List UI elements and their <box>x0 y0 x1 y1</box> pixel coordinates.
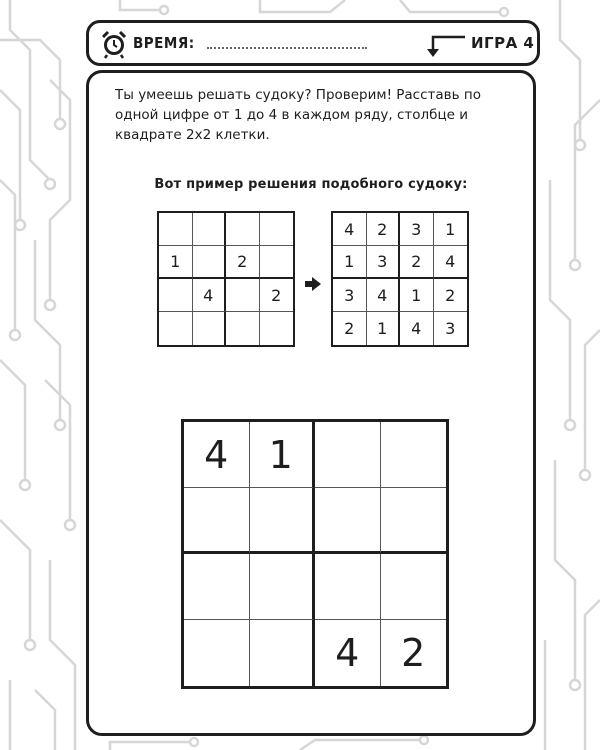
sudoku-cell: 1 <box>250 422 316 488</box>
sudoku-cell: 2 <box>367 213 401 246</box>
example-puzzle-grid <box>157 211 295 347</box>
sudoku-cell: 4 <box>184 422 250 488</box>
sudoku-cell[interactable] <box>381 488 447 554</box>
sudoku-cell: 2 <box>333 312 367 345</box>
sudoku-cell[interactable] <box>381 554 447 620</box>
sudoku-cell[interactable] <box>184 488 250 554</box>
sudoku-cell <box>193 312 227 345</box>
right-arrow-icon <box>305 277 321 291</box>
sudoku-cell <box>159 213 193 246</box>
sudoku-cell: 2 <box>434 279 468 312</box>
sudoku-puzzle-grid <box>181 419 449 689</box>
sudoku-cell: 2 <box>400 246 434 279</box>
sudoku-cell: 2 <box>401 631 426 675</box>
sudoku-cell <box>159 279 193 312</box>
sudoku-cell <box>226 213 260 246</box>
game-number: ИГРА 4 <box>471 34 535 52</box>
header-bar <box>86 20 540 66</box>
sudoku-cell: 2 <box>226 246 260 279</box>
sudoku-cell[interactable] <box>184 554 250 620</box>
sudoku-cell[interactable] <box>250 554 316 620</box>
sudoku-cell: 1 <box>434 213 468 246</box>
sudoku-cell <box>226 312 260 345</box>
sudoku-cell[interactable] <box>315 422 381 488</box>
sudoku-cell: 2 <box>260 279 294 312</box>
sudoku-cell: 3 <box>333 279 367 312</box>
sudoku-cell[interactable] <box>184 620 250 686</box>
puzzle-card <box>86 70 536 736</box>
sudoku-cell <box>260 213 294 246</box>
sudoku-cell[interactable] <box>250 488 316 554</box>
sudoku-cell <box>226 279 260 312</box>
sudoku-cell: 1 <box>400 279 434 312</box>
sudoku-cell: 4 <box>367 279 401 312</box>
sudoku-cell: 3 <box>400 213 434 246</box>
instructions-text: Ты умеешь решать судоку? Проверим! Расставь по одной цифре от 1 до 4 в каждом ряду, столбце и квадрате 2х2 клетки. <box>115 87 481 143</box>
sudoku-cell: 4 <box>333 213 367 246</box>
alarm-clock-icon <box>99 29 129 59</box>
sudoku-cell: 4 <box>193 279 227 312</box>
sudoku-cell: 1 <box>367 312 401 345</box>
sudoku-cell <box>260 312 294 345</box>
sudoku-cell: 3 <box>367 246 401 279</box>
example-solution-grid <box>331 211 469 347</box>
time-input-line[interactable] <box>207 47 367 49</box>
sudoku-cell: 1 <box>159 246 193 279</box>
sudoku-cell[interactable] <box>381 422 447 488</box>
corner-arrow-icon <box>419 29 469 61</box>
sudoku-cell: 3 <box>445 319 456 338</box>
example-caption: Вот пример решения подобного судоку: <box>154 177 468 192</box>
sudoku-cell <box>260 246 294 279</box>
sudoku-cell[interactable] <box>315 488 381 554</box>
sudoku-cell[interactable] <box>250 620 316 686</box>
sudoku-cell <box>193 246 227 279</box>
sudoku-cell <box>159 312 193 345</box>
sudoku-cell: 1 <box>333 246 367 279</box>
sudoku-cell[interactable] <box>315 554 381 620</box>
time-label: ВРЕМЯ: <box>133 34 195 52</box>
sudoku-cell: 4 <box>434 246 468 279</box>
sudoku-cell: 4 <box>315 620 381 686</box>
sudoku-cell <box>193 213 227 246</box>
sudoku-cell: 4 <box>400 312 434 345</box>
